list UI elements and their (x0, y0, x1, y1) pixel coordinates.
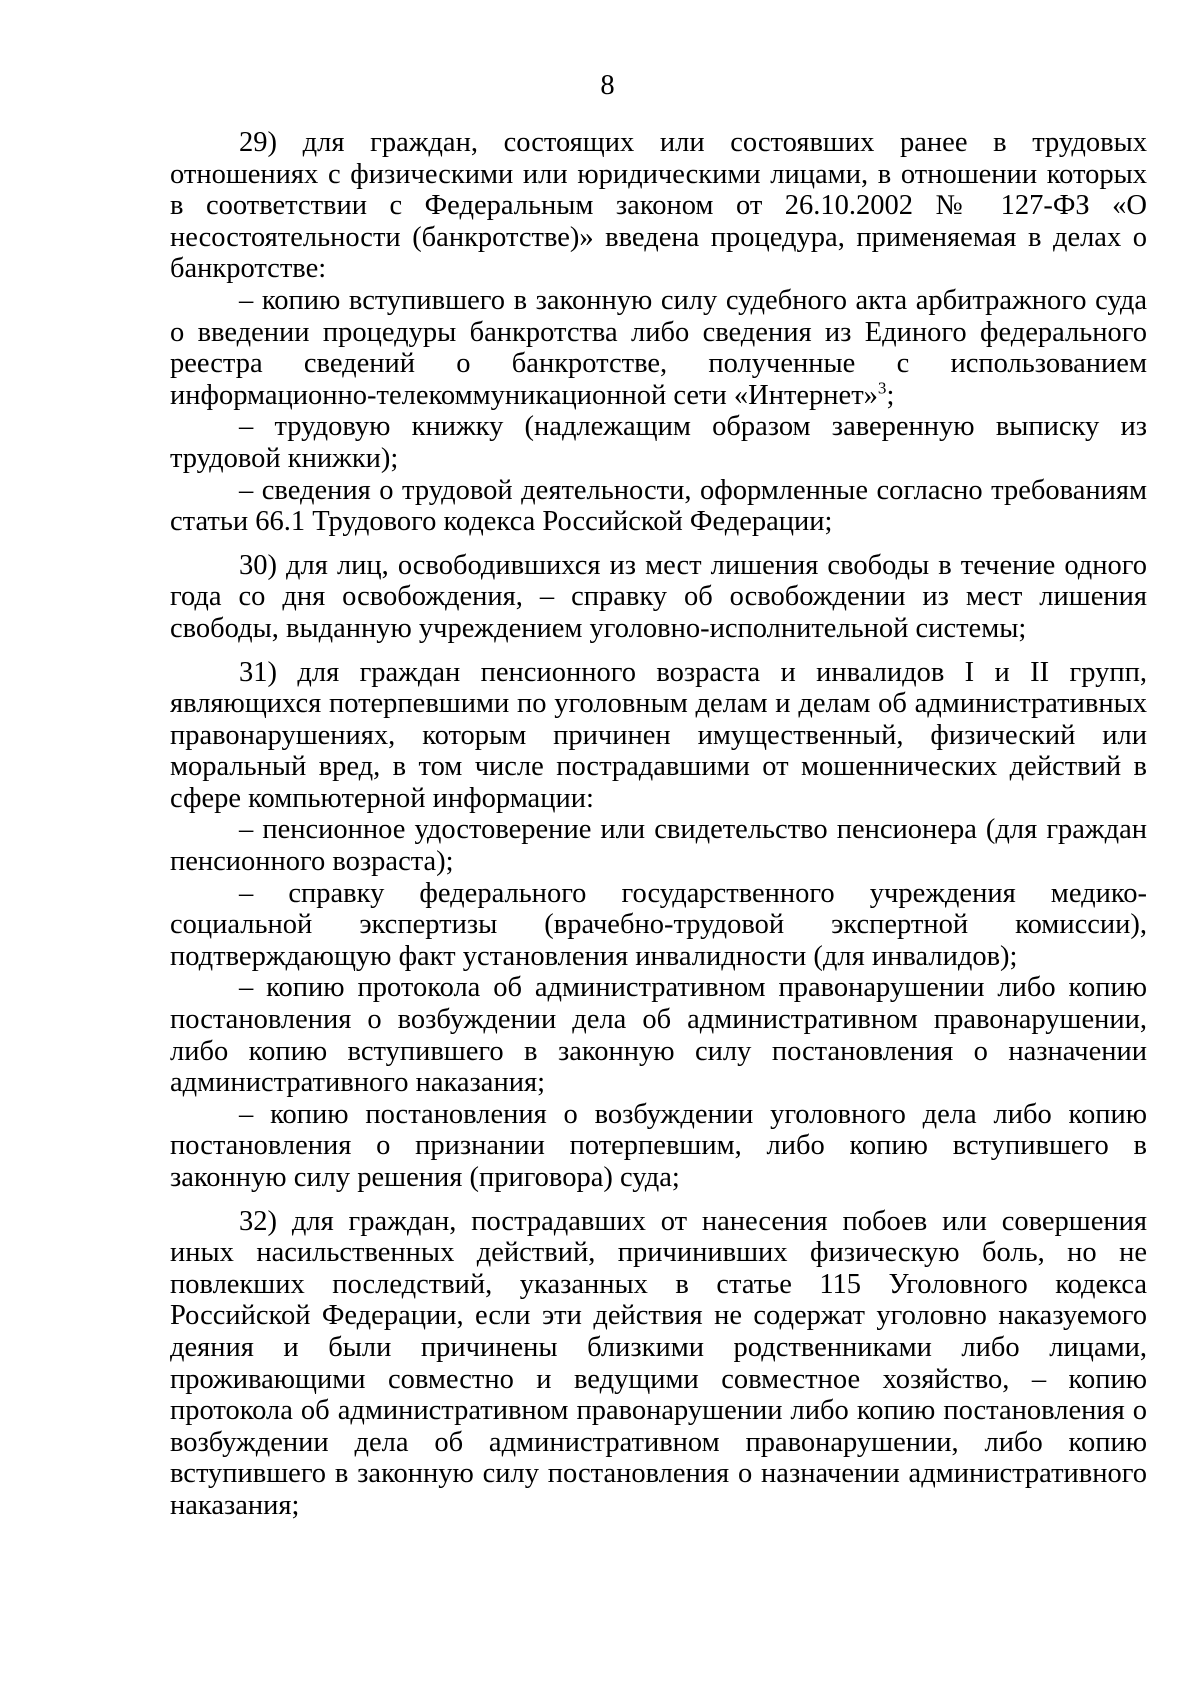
footnote-marker: 3 (877, 378, 887, 398)
page-number: 8 (600, 70, 615, 101)
document-body (170, 127, 1147, 1522)
paragraph-29-item-workbook: – трудовую книжку (надлежащим образом заверенную выписку из трудовой книжки); (170, 411, 1147, 474)
bankruptcy-item-tail: ; (886, 379, 895, 411)
paragraph-32: 32) для граждан, пострадавших от нанесения побоев или совершения иных насильственных действий, причинивших физическую боль, но не повлекших последствий, указанных в статье 115 Уголовного кодекса Российской Федерации, если эти действия не содержат уголовно наказуемого деяния и были причинены близкими родственниками либо лицами, проживающими совместно и ведущими совместное хозяйство, – копию протокола об административном правонарушении либо копию постановления о возбуждении дела об административном правонарушении, либо копию вступившего в законную силу постановления о назначении административного наказания; (170, 1205, 1147, 1521)
paragraph-31-item-disability: – справку федерального государственного учреждения медико-социальной экспертизы (врачебно-трудовой экспертной комиссии), подтверждающую факт установления инвалидности (для инвалидов); (170, 877, 1147, 972)
paragraph-31-item-criminal-case: – копию постановления о возбуждении уголовного дела либо копию постановления о признании потерпевшим, либо копию вступившего в законную силу решения (приговора) суда; (170, 1098, 1147, 1193)
paragraph-29-intro: 29) для граждан, состоящих или состоявших ранее в трудовых отношениях с физическими или юридическими лицами, в отношении которых в соответствии с Федеральным законом от 26.10.2002 № 127-ФЗ «О несостоятельности (банкротстве)» введена процедура, применяемая в делах о банкротстве: (170, 127, 1147, 285)
paragraph-31-item-pension: – пенсионное удостоверение или свидетельство пенсионера (для граждан пенсионного возраста); (170, 814, 1147, 878)
paragraph-30: 30) для лиц, освободившихся из мест лишения свободы в течение одного года со дня освобождения, – справку об освобождении из мест лишения свободы, выданную учреждением уголовно-исполнительной системы; (170, 549, 1147, 644)
bankruptcy-item-text: – копию вступившего в законную силу судебного акта арбитражного суда о введении процедуры банкротства либо сведения из Единого федерального реестра сведений о банкротстве, полученные с использованием информационно-телекоммуникационной сети «Интернет» (170, 284, 1147, 411)
paragraph-31-intro: 31) для граждан пенсионного возраста и инвалидов I и II групп, являющихся потерпевшими по уголовным делам и делам об административных правонарушениях, которым причинен имущественный, физический или моральный вред, в том числе пострадавшими от мошеннических действий в сфере компьютерной информации: (170, 656, 1147, 814)
paragraph-31-item-admin-protocol: – копию протокола об административном правонарушении либо копию постановления о возбуждении дела об административном правонарушении, либо копию вступившего в законную силу постановления о назначении административного наказания; (170, 972, 1147, 1099)
paragraph-29-item-work-info: – сведения о трудовой деятельности, оформленные согласно требованиям статьи 66.1 Трудового кодекса Российской Федерации; (170, 474, 1147, 538)
paragraph-29-item-bankruptcy (170, 285, 1147, 411)
